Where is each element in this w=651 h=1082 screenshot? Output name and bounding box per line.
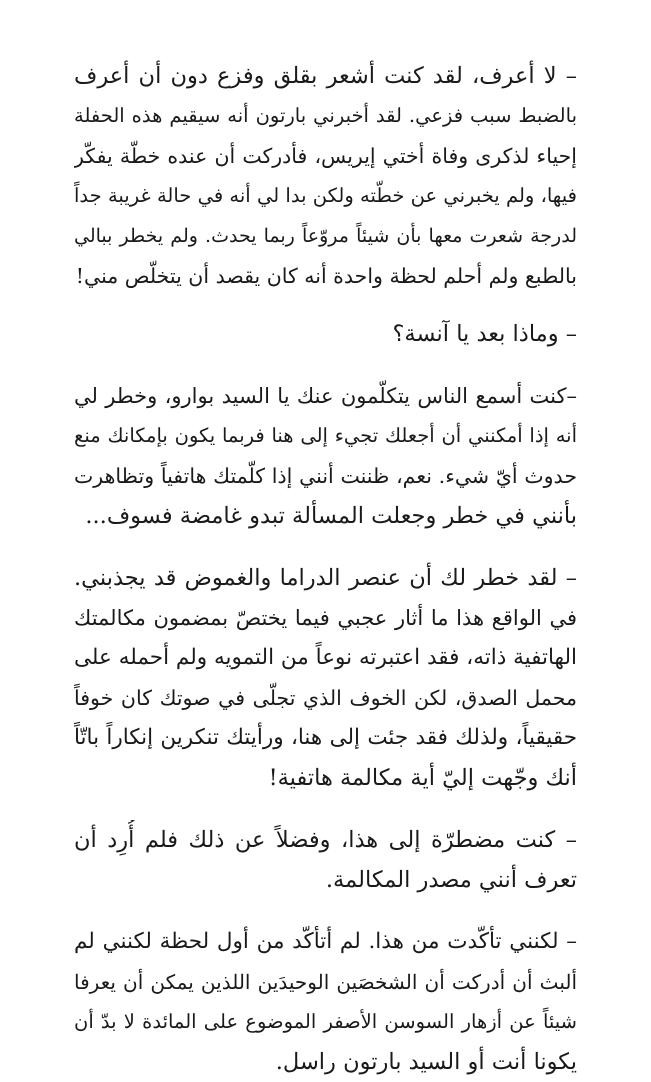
paragraph-gap (74, 536, 577, 558)
text-line: شيئاً عن أزهار السوسن الأصفر الموضوع على المائدة لا بدّ أن (74, 1010, 577, 1033)
text-line: إحياء لذكرى وفاة أختي إيريس، فأدركت أن عنده خطّة يفكّر (74, 144, 577, 168)
text-line: – لا أعرف، لقد كنت أشعر بقلق وفزع دون أن أعرف (74, 63, 577, 89)
text-line: يكونا أنت أو السيد بارتون راسل. (275, 1049, 577, 1075)
text-line: بالطبع ولم أحلم لحظة واحدة أنه كان يقصد أن يتخلّص مني! (75, 264, 577, 288)
text-line: أنه إذا أمكنني أن أجعلك تجيء إلى هنا فربما يكون بإمكانك منع (74, 424, 577, 447)
text-line: حقيقياً، ولذلك فقد جئت إلى هنا، ورأيتك تنكرين إنكاراً باتّاً (74, 725, 577, 750)
paragraph-4 (74, 558, 577, 798)
text-line: –كنت أسمع الناس يتكلّمون عنك يا السيد بوارو، وخطر لي (74, 384, 577, 408)
text-line: في الواقع هذا ما أثار عجبي فيما يختصّ بمضمون مكالمتك (74, 606, 577, 630)
text-line: الهاتفية ذاته، فقد اعتبرته نوعاً من التمويه ولم أحمله على (74, 645, 577, 670)
text-line: محمل الصدق، لكن الخوف الذي تجلّى في صوتك كان خوفاً (74, 686, 577, 710)
text-line: حدوث أيّ شيء. نعم، ظننت أنني إذا كلّمتك هاتفياً وتظاهرت (74, 464, 577, 488)
text-line: – وماذا بعد يا آنسة؟ (392, 321, 577, 347)
paragraph-5 (74, 820, 577, 900)
paragraph-3 (74, 376, 577, 536)
text-line: بالضبط سبب فزعي. لقد أخبرني بارتون أنه سيقيم هذه الحفلة (74, 104, 577, 127)
paragraph-6 (74, 922, 577, 1082)
text-line: فيها، ولم يخبرني عن خطّته ولكن بدا لي أنه في حالة غريبة جداً (74, 184, 577, 207)
paragraph-2 (74, 314, 577, 354)
text-line: – لقد خطر لك أن عنصر الدراما والغموض قد يجذبني. (74, 565, 577, 591)
text-line: تعرف أنني مصدر المكالمة. (325, 867, 577, 893)
paragraph-gap (74, 798, 577, 820)
text-line: – كنت مضطرّة إلى هذا، وفضلاً عن ذلك فلم أُرِد أن (74, 827, 577, 853)
paragraph-gap (74, 354, 577, 376)
text-line: بأنني في خطر وجعلت المسألة تبدو غامضة فسوف... (85, 503, 577, 529)
text-line: ألبث أن أدركت أن الشخصَين الوحيدَين اللذين يمكن أن يعرفا (74, 970, 577, 994)
text-line: – لكنني تأكّدت من هذا. لم أتأكّد من أول لحظة لكنني لم (74, 929, 577, 954)
paragraph-gap (74, 900, 577, 922)
paragraph-gap (74, 296, 577, 314)
paragraph-1 (74, 56, 577, 296)
text-line: أنك وجّهت إليّ أية مكالمة هاتفية! (268, 765, 577, 791)
text-line: لدرجة شعرت معها بأن شيئاً مروّعاً ربما يحدث. ولم يخطر ببالي (74, 225, 577, 247)
